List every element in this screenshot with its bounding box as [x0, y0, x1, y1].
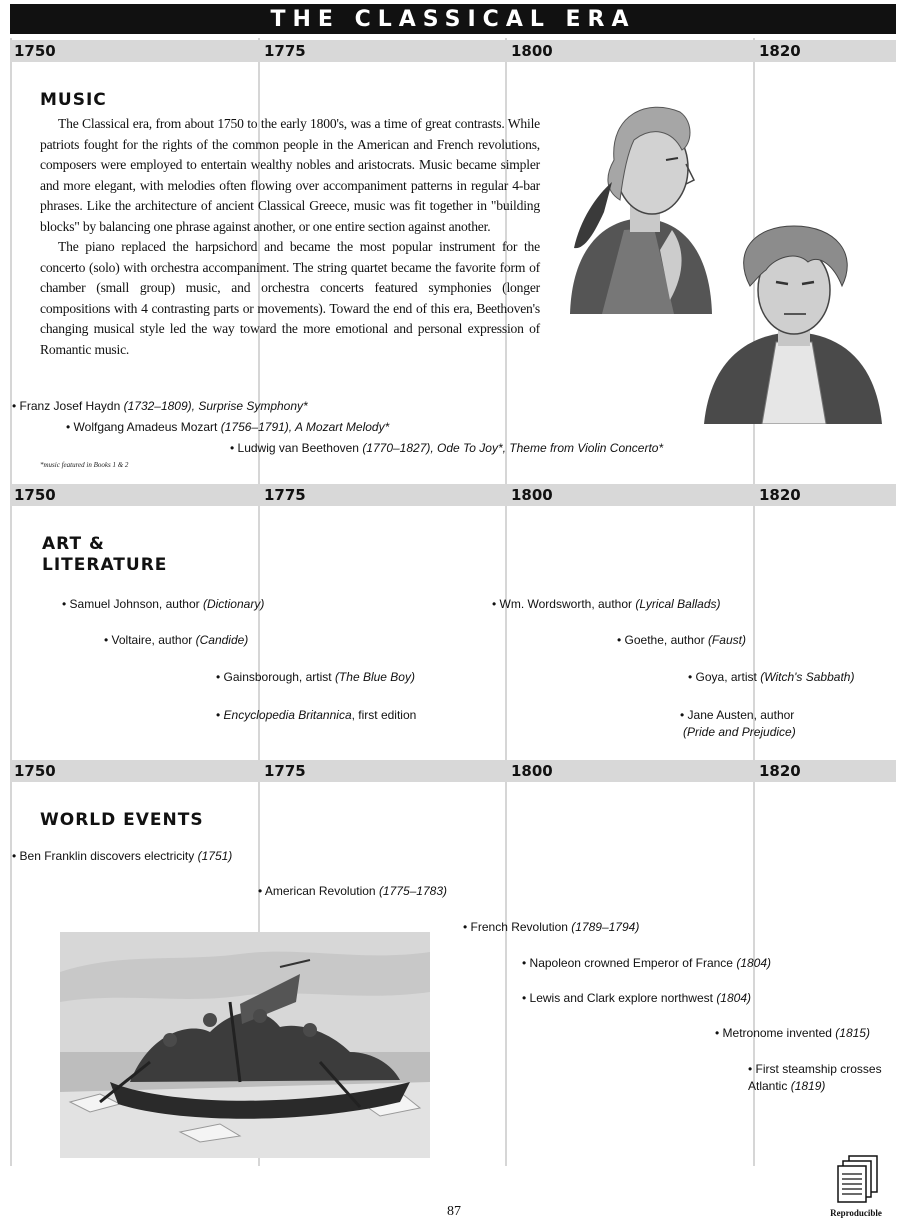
world-event-item: • Lewis and Clark explore northwest (1804) — [522, 991, 751, 1005]
year-label: 1775 — [264, 762, 306, 780]
year-label: 1820 — [759, 486, 801, 504]
world-events-heading: WORLD EVENTS — [40, 810, 204, 830]
world-event-item: • First steamship crosses Atlantic (1819) — [748, 1062, 882, 1093]
year-label: 1800 — [511, 486, 553, 504]
world-event-item: • Napoleon crowned Emperor of France (1804) — [522, 956, 772, 970]
year-label: 1800 — [511, 42, 553, 60]
music-paragraph-1: The Classical era, from about 1750 to the early 1800's, was a time of great contrasts. While patriots fought for the rights of the common people in the American and French revolutions, composers were employed to entertain wealthy nobles and aristocrats. Music became simpler and more elegant, with melodies often flowing over accompaniment patterns in regular 4-bar phrases. Like the architecture of ancient Classical Greece, music was fit together in "building blocks" by balancing one phrase against another, or one entire section against another. — [40, 116, 540, 234]
year-label: 1820 — [759, 762, 801, 780]
art-item: • Samuel Johnson, author (Dictionary) — [62, 597, 265, 611]
world-event-item: • French Revolution (1789–1794) — [463, 920, 640, 934]
art-item: • Gainsborough, artist (The Blue Boy) — [216, 670, 415, 684]
art-item: • Goya, artist (Witch's Sabbath) — [688, 670, 855, 684]
year-label: 1800 — [511, 762, 553, 780]
timeline-line-1750 — [10, 38, 12, 1166]
year-label: 1750 — [14, 762, 56, 780]
page-number: 87 — [447, 1204, 461, 1219]
composer-item: • Franz Josef Haydn (1732–1809), Surprise Symphony* — [12, 399, 308, 413]
washington-crossing-painting — [60, 932, 430, 1158]
art-item: • Encyclopedia Britannica, first edition — [216, 708, 417, 722]
timeline-line-1820 — [753, 38, 755, 1166]
music-footnote: *music featured in Books 1 & 2 — [40, 461, 129, 469]
art-item: • Wm. Wordsworth, author (Lyrical Ballads) — [492, 597, 721, 611]
art-heading: ART & LITERATURE — [42, 534, 168, 575]
music-body-text — [40, 114, 540, 360]
world-event-item: • Metronome invented (1815) — [715, 1026, 870, 1040]
world-event-item: • American Revolution (1775–1783) — [258, 884, 447, 898]
world-event-item: • Ben Franklin discovers electricity (1751) — [12, 849, 233, 863]
music-heading: MUSIC — [40, 90, 107, 110]
art-item: • Goethe, author (Faust) — [617, 633, 746, 647]
art-item: • Jane Austen, author (Pride and Prejudice) — [680, 708, 796, 739]
composer-item: • Ludwig van Beethoven (1770–1827), Ode To Joy*, Theme from Violin Concerto* — [230, 441, 664, 455]
year-label: 1750 — [14, 42, 56, 60]
reproducible-icon — [837, 1154, 881, 1204]
mozart-portrait — [562, 100, 717, 314]
reproducible-label: Reproducible — [830, 1208, 882, 1218]
year-label: 1775 — [264, 486, 306, 504]
music-paragraph-2: The piano replaced the harpsichord and became the most popular instrument for the concerto (solo) with orchestra accompaniment. The string quartet became the favorite form of chamber (small group) music, and orchestra concerts featured symphonies (longer compositions with 4 contrasting parts or movements). Toward the end of this era, Beethoven's changing musical style led the way toward the more emotional and personal expression of Romantic music. — [40, 239, 540, 357]
composer-item: • Wolfgang Amadeus Mozart (1756–1791), A Mozart Melody* — [66, 420, 390, 434]
art-item: • Voltaire, author (Candide) — [104, 633, 249, 647]
page-title: THE CLASSICAL ERA — [10, 4, 896, 34]
year-label: 1775 — [264, 42, 306, 60]
beethoven-portrait — [704, 224, 884, 424]
year-label: 1750 — [14, 486, 56, 504]
year-label: 1820 — [759, 42, 801, 60]
